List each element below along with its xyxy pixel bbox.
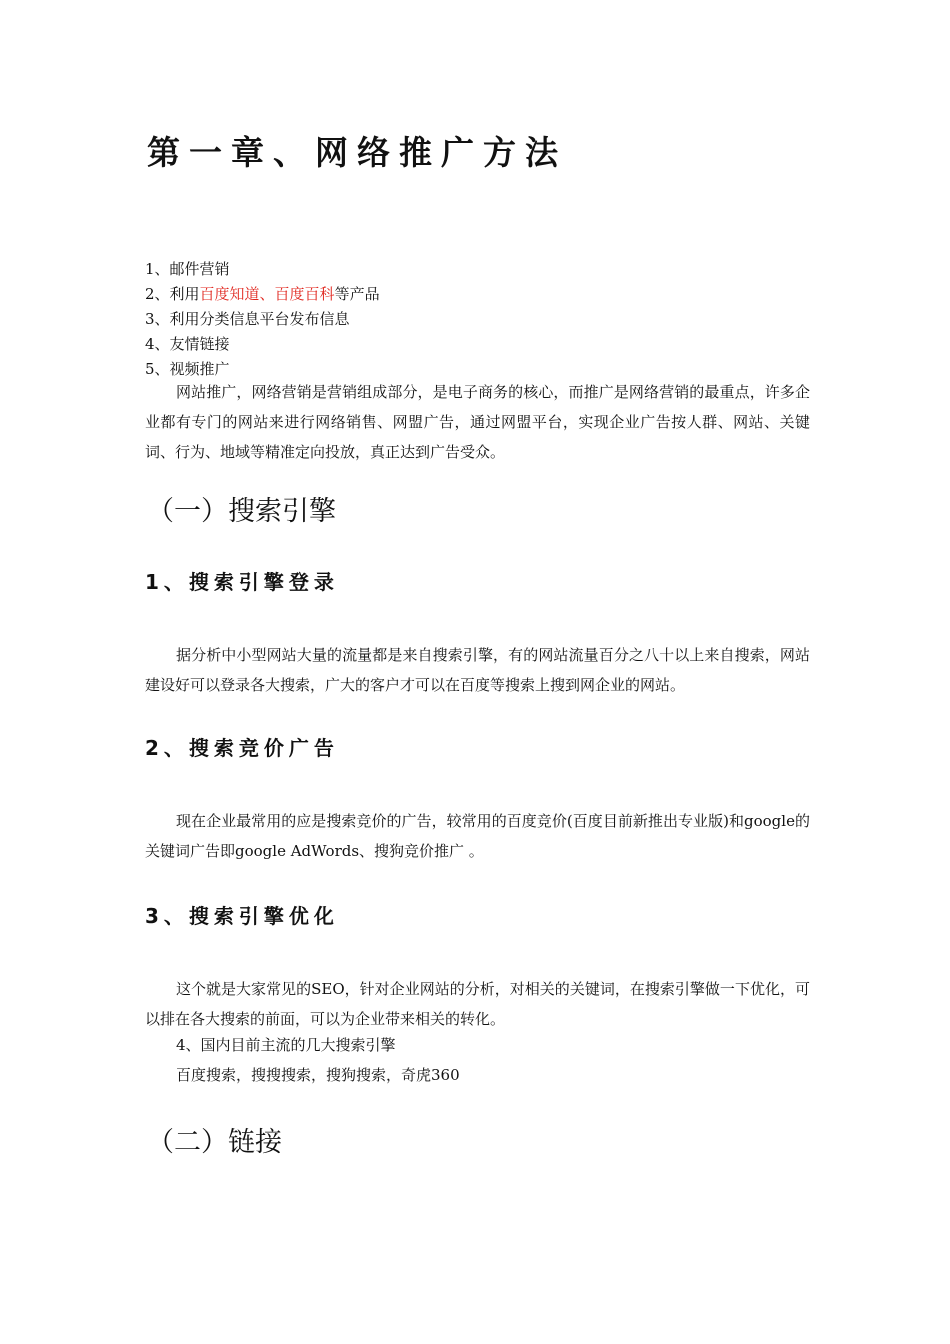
promotion-method-list [145, 257, 380, 382]
subsection-search-bidding-heading: 2、搜索竞价广告 [145, 736, 339, 760]
list-item-prefix: 2、利用 [145, 285, 200, 303]
list-item-baidu-products [145, 282, 380, 307]
list-item-video-promotion: 5、视频推广 [145, 360, 230, 378]
subsection-search-engine-login-paragraph: 据分析中小型网站大量的流量都是来自搜索引擎，有的网站流量百分之八十以上来自搜索，网站建设好可以登录各大搜索，广大的客户才可以在百度等搜索上搜到网企业的网站。 [145, 646, 810, 694]
chapter-title: 第一章、网络推广方法 [147, 133, 567, 172]
major-search-engines-content: 百度搜索，搜搜搜索，搜狗搜索，奇虎360 [176, 1066, 460, 1084]
subsection-search-engine-optimization-heading: 3、搜索引擎优化 [145, 904, 339, 928]
list-item-friend-links: 4、友情链接 [145, 335, 230, 353]
list-item-classified-info: 3、利用分类信息平台发布信息 [145, 310, 350, 328]
subsection-search-engine-login-heading: 1、搜索引擎登录 [145, 570, 339, 594]
list-item-suffix: 等产品 [334, 285, 380, 303]
subsection-search-bidding-paragraph: 现在企业最常用的应是搜索竞价的广告，较常用的百度竞价(百度目前新推出专业版)和google的关键词广告即google AdWords、搜狗竞价推广 。 [145, 812, 810, 860]
section-links-heading: （二）链接 [147, 1127, 282, 1158]
subsection-search-engine-optimization-paragraph: 这个就是大家常见的SEO，针对企业网站的分析，对相关的关键词，在搜索引擎做一下优化，可以排在各大搜索的前面，可以为企业带来相关的转化。 [145, 980, 810, 1028]
intro-paragraph: 网站推广，网络营销是营销组成部分，是电子商务的核心，而推广是网络营销的最重点，许多企业都有专门的网站来进行网络销售、网盟广告，通过网盟平台，实现企业广告按人群、网站、关键词、行为、地域等精准定向投放，真正达到广告受众。 [145, 383, 810, 461]
major-search-engines-label: 4、国内目前主流的几大搜索引擎 [176, 1036, 396, 1054]
list-item-email-marketing: 1、邮件营销 [145, 260, 230, 278]
highlighted-baidu-products: 百度知道、百度百科 [199, 285, 335, 303]
section-search-engine-heading: （一）搜索引擎 [147, 496, 336, 527]
